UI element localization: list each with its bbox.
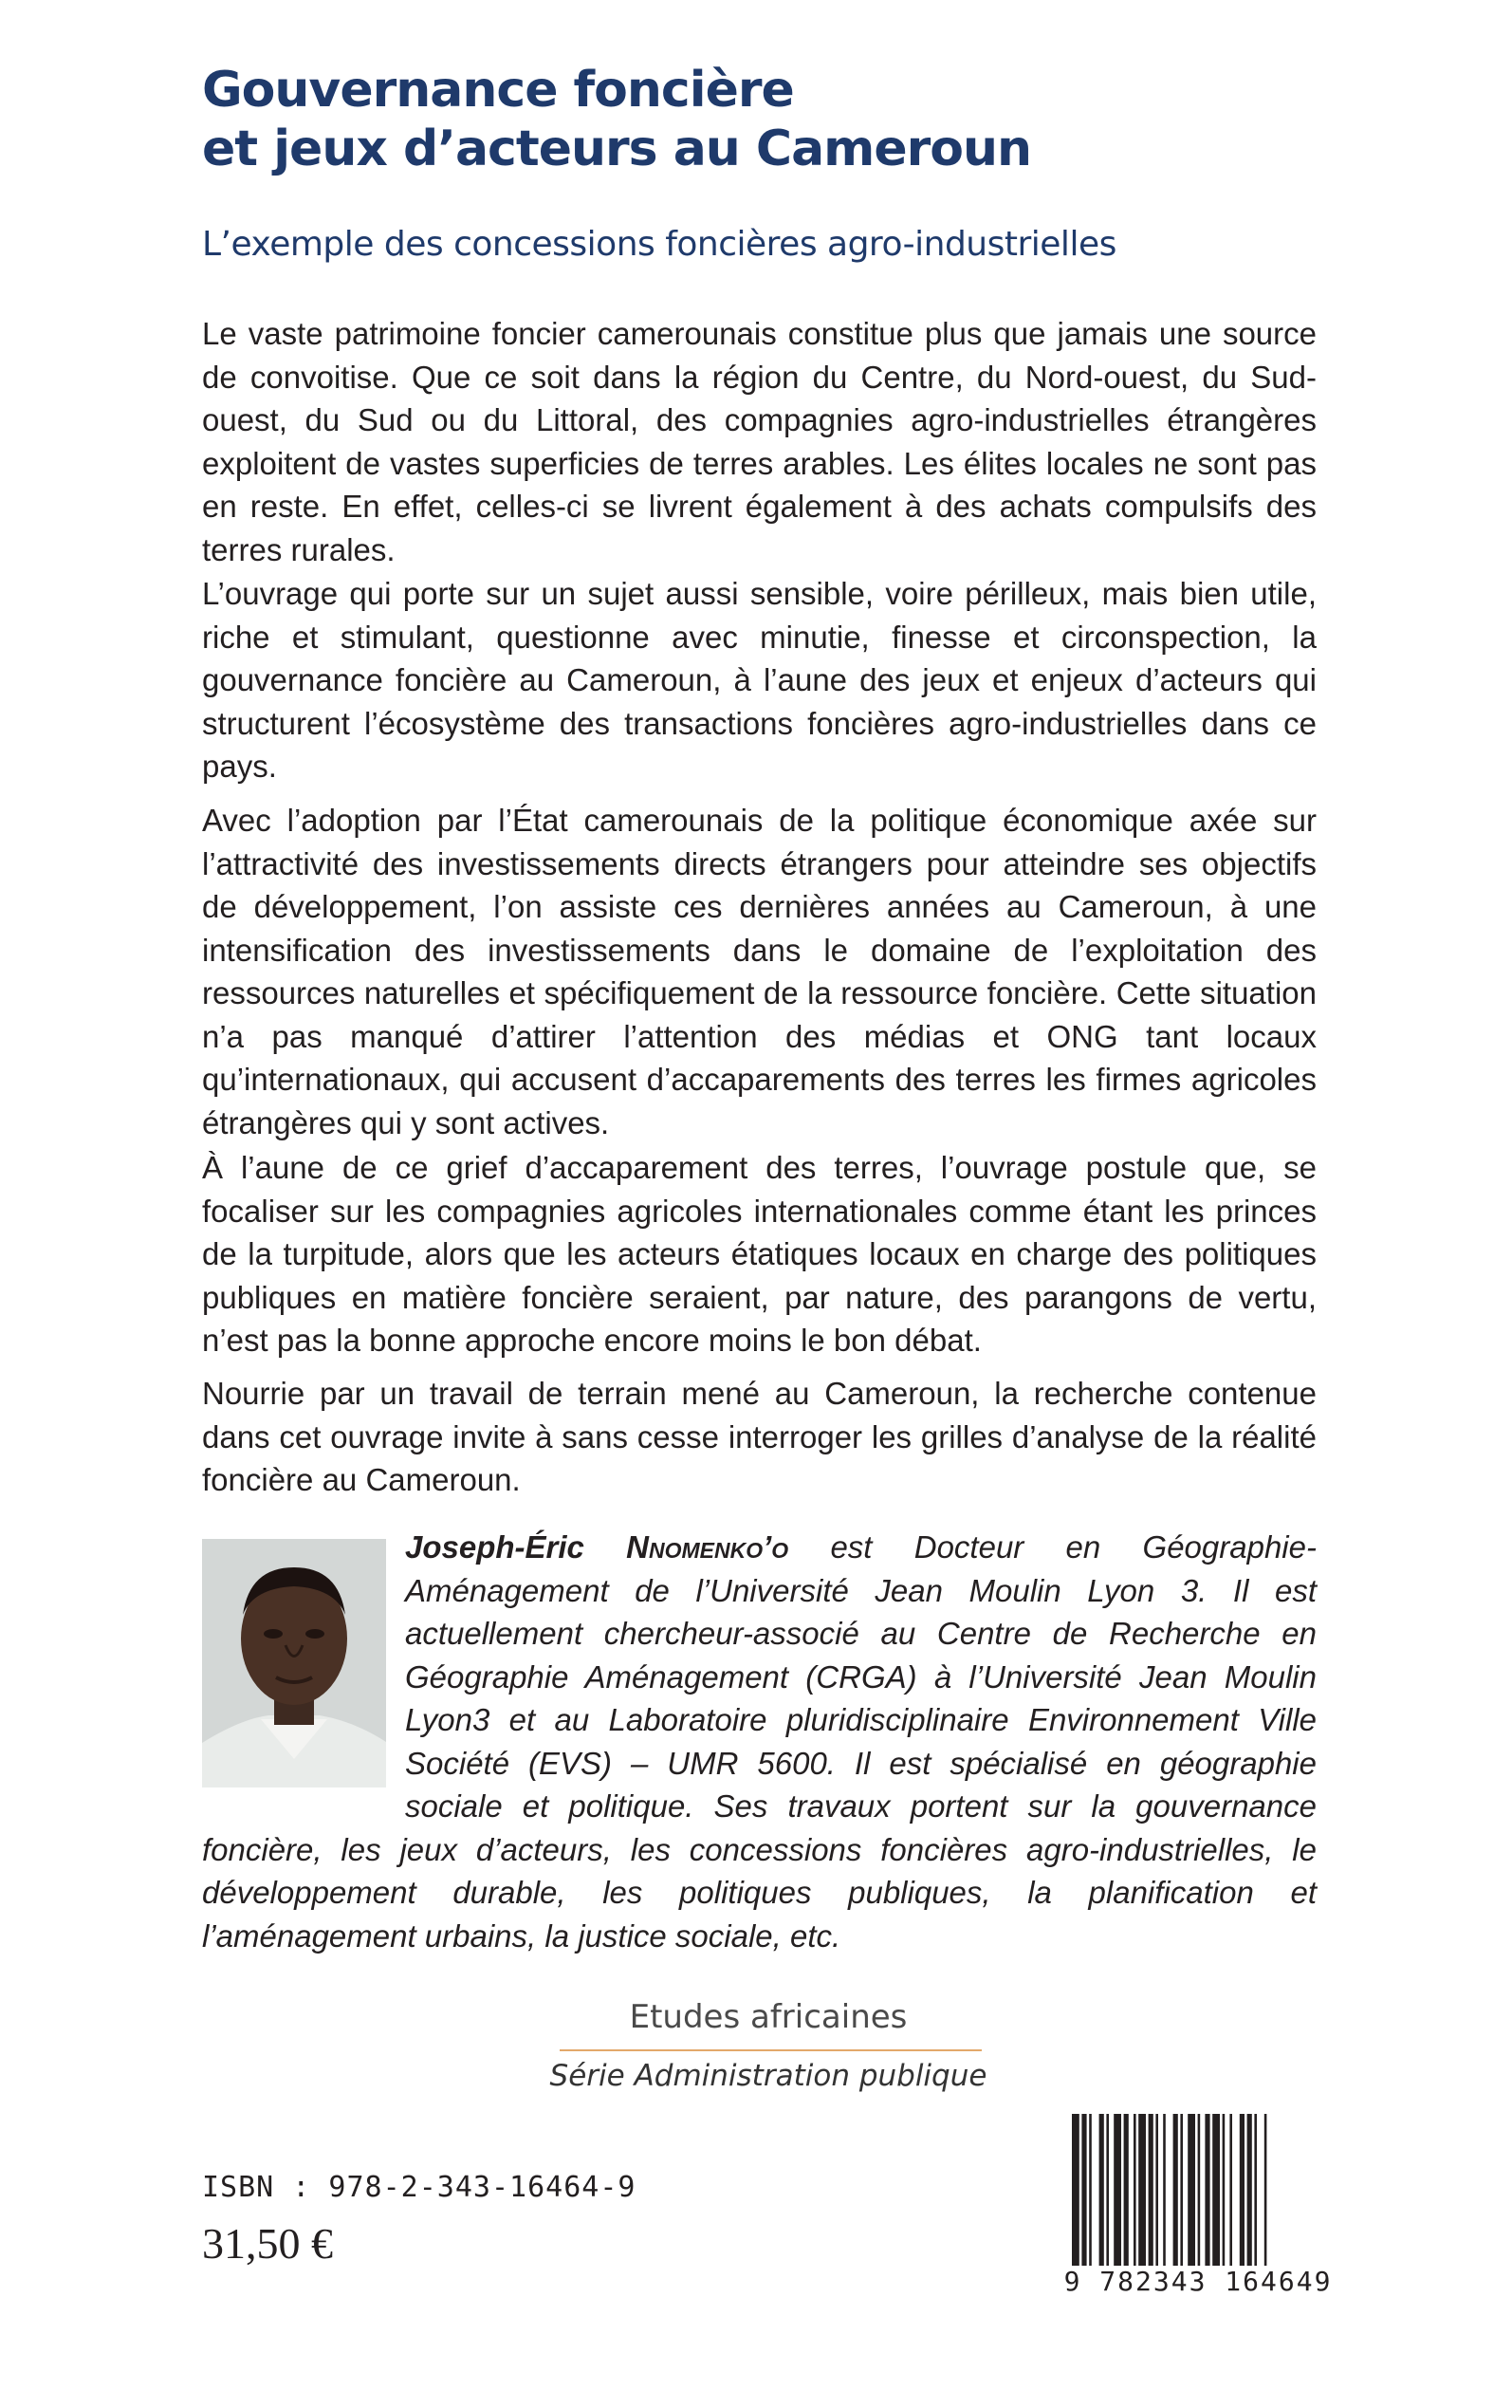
author-last-name: Nnomenko’o [626,1529,789,1565]
paragraph-2: L’ouvrage qui porte sur un sujet aussi sensible, voire périlleux, mais bien utile, riche et stimulant, questionne avec minutie, finesse et circonspection, la gouvernance foncière au Cameroun, à l’aune des jeux et enjeux d’acteurs qui structurent l’écosystème des transactions foncières agro-industrielles dans ce pays. [202,576,1317,784]
series-name: Etudes africaines [629,1998,908,2036]
author-first-name: Joseph-Éric [405,1529,627,1565]
paragraph-3: Avec l’adoption par l’État camerounais de la politique économique axée sur l’attractivité des investissements directs étrangers pour atteindre ses objectifs de développement, l’on assiste ces dernières années au Cameroun, à une intensification des investissements dans le domaine de l’exploitation des ressources naturelles et spécifiquement de la ressource foncière. Cette situation n’a pas manqué d’attirer l’attention des médias et ONG tant locaux qu’internationaux, qui accusent d’accaparements des terres les firmes agricoles étrangères qui y sont actives. [202,803,1317,1140]
book-subtitle: L’exemple des concessions foncières agro-industrielles [202,225,1116,264]
author-photo [202,1539,386,1787]
price-text: 31,50 € [202,2219,333,2268]
barcode-digits: 9 782343 164649 [1063,2266,1333,2297]
series-subtitle: Série Administration publique [549,2059,987,2093]
paragraph-5: Nourrie par un travail de terrain mené au Cameroun, la recherche contenue dans cet ouvrage invite à sans cesse interroger les grilles d’analyse de la réalité foncière au Cameroun. [202,1376,1317,1497]
title-line-2: et jeux d’acteurs au Cameroun [202,120,1032,177]
paragraph-4: À l’aune de ce grief d’accaparement des terres, l’ouvrage postule que, se focaliser sur les compagnies agricoles internationales comme étant les princes de la turpitude, alors que les acteurs étatiques locaux en charge des politiques publiques en matière foncière seraient, par nature, des parangons de vertu, n’est pas la bonne approche encore moins le bon débat. [202,1150,1317,1358]
series-divider [560,2049,982,2051]
isbn-text: ISBN : 978-2-343-16464-9 [202,2171,636,2204]
book-title [202,61,1031,178]
author-bio-block [202,1526,1317,1957]
author-bio: est Docteur en Géographie-Aménagement de l’Université Jean Moulin Lyon 3. Il est actuellement chercheur-associé au Centre de Recherche en Géographie Aménagement (CRGA) à l’Université Jean Moulin Lyon3 et au Laboratoire pluridisciplinaire Environnement Ville Société (EVS) – UMR 5600. Il est spécialisé en géographie sociale et politique. Ses travaux portent sur la gouvernance foncière, les jeux d’acteurs, les concessions foncières agro-industrielles, le développement durable, les politiques publiques, la planification et l’aménagement urbains, la justice sociale, etc. [202,1529,1317,1954]
title-line-1: Gouvernance foncière [202,62,794,119]
paragraph-1: Le vaste patrimoine foncier camerounais constitue plus que jamais une source de convoitise. Que ce soit dans la région du Centre, du Nord-ouest, du Sud-ouest, du Sud ou du Littoral, des compagnies agro-industrielles étrangères exploitent de vastes superficies de terres arables. Les élites locales ne sont pas en reste. En effet, celles-ci se livrent également à des achats compulsifs des terres rurales. [202,316,1317,567]
